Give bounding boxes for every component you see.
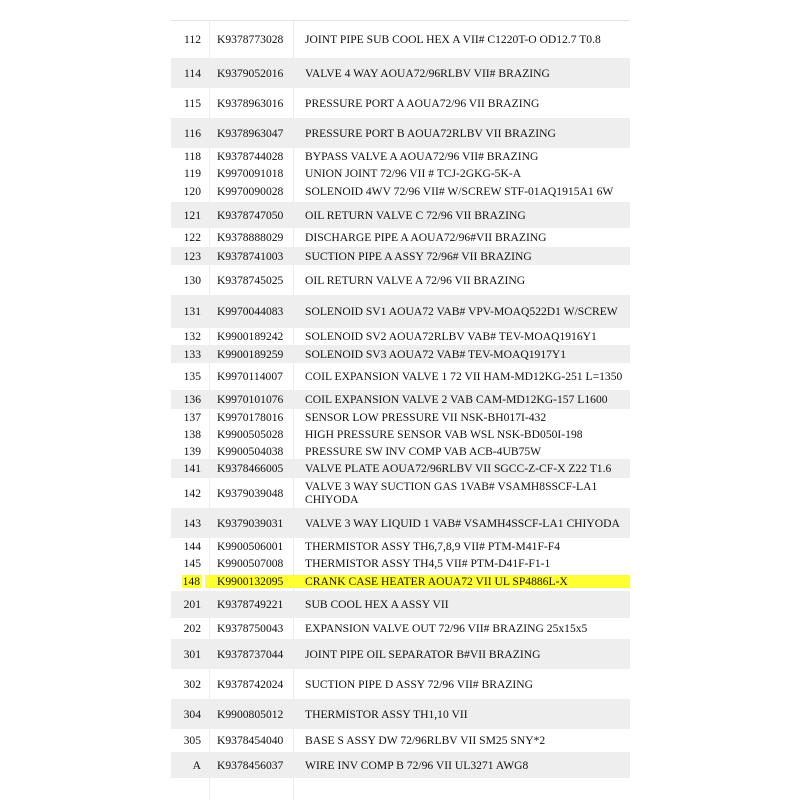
part-number-cell — [171, 708, 205, 721]
part-number: 139 — [183, 444, 201, 458]
table-row — [171, 181, 630, 202]
part-number: 144 — [183, 540, 201, 553]
part-number-cell — [171, 97, 205, 110]
part-code: K9378749221 — [217, 598, 284, 611]
part-code: K9970101076 — [217, 393, 284, 406]
part-code: K9970091018 — [217, 166, 284, 180]
part-code: K9900506001 — [217, 540, 284, 553]
part-number-cell — [171, 305, 205, 318]
part-number-cell — [171, 411, 205, 424]
table-row — [171, 555, 630, 572]
part-description: SOLENOID SV2 AOUA72RLBV VAB# TEV-MOAQ1916Y1 — [305, 330, 597, 343]
part-description: BASE S ASSY DW 72/96RLBV VII SM25 SNY*2 — [305, 734, 546, 747]
part-description: SOLENOID 4WV 72/96 VII# W/SCREW STF-01AQ1915A1 6W — [305, 185, 614, 198]
table-row — [171, 328, 630, 345]
part-number: 132 — [183, 330, 201, 343]
part-description: THERMISTOR ASSY TH1,10 VII — [305, 707, 468, 721]
part-description: VALVE 3 WAY SUCTION GAS 1VAB# VSAMH8SSCF-LA1 CHIYODA — [305, 480, 598, 506]
part-number: 131 — [183, 305, 201, 318]
part-number-cell — [171, 370, 205, 383]
part-description: PRESSURE PORT B AOUA72RLBV VII BRAZING — [305, 126, 556, 140]
part-number-cell — [171, 33, 205, 46]
table-row — [171, 669, 630, 699]
part-description: SUCTION PIPE A ASSY 72/96# VII BRAZING — [305, 249, 532, 263]
part-code: K9900507008 — [217, 557, 284, 570]
part-number-cell — [171, 734, 205, 747]
table-row — [171, 478, 630, 508]
part-description: JOINT PIPE OIL SEPARATOR B#VII BRAZING — [305, 647, 541, 661]
table-row — [171, 21, 630, 58]
part-description: SUB COOL HEX A ASSY VII — [305, 598, 449, 611]
part-code: K9378742024 — [217, 677, 284, 691]
part-code: K9378747050 — [217, 208, 284, 222]
table-row — [171, 699, 630, 729]
table-row — [171, 426, 630, 443]
part-code: K9378466005 — [217, 462, 284, 475]
parts-list-table — [171, 0, 630, 800]
part-number-cell — [171, 127, 205, 140]
table-row — [171, 390, 630, 409]
table-row-highlighted — [171, 572, 630, 591]
table-row — [171, 118, 630, 148]
part-code: K9378773028 — [217, 33, 284, 46]
part-description: COIL EXPANSION VALVE 1 72 VII HAM-MD12KG-251 L=1350 — [305, 370, 623, 383]
table-row — [171, 618, 630, 639]
part-number-cell — [171, 445, 205, 458]
table-row — [171, 88, 630, 118]
table-row — [171, 443, 630, 459]
table-row — [171, 459, 630, 478]
part-number: 118 — [184, 150, 201, 163]
part-number-cell — [171, 231, 205, 244]
part-code: K9900504038 — [217, 444, 284, 458]
table-row — [171, 345, 630, 363]
part-number: 305 — [183, 734, 201, 747]
part-description: SENSOR LOW PRESSURE VII NSK-BH017I-432 — [305, 411, 547, 424]
part-code: K9378750043 — [217, 622, 284, 635]
part-code: K9900189259 — [217, 347, 284, 361]
part-description: CRANK CASE HEATER AOUA72 VII UL SP4886L-X — [293, 575, 630, 588]
part-number: 304 — [183, 707, 201, 721]
part-number: 202 — [183, 622, 201, 635]
part-number: 141 — [183, 462, 201, 475]
part-number: 133 — [183, 347, 201, 361]
part-code: K9378888029 — [217, 231, 284, 244]
part-code: K9900505028 — [217, 428, 284, 441]
part-code: K9378741003 — [217, 249, 284, 263]
part-description: VALVE PLATE AOUA72/96RLBV VII SGCC-Z-CF-X Z22 T1.6 — [305, 462, 612, 475]
part-description: THERMISTOR ASSY TH6,7,8,9 VII# PTM-M41F-F4 — [305, 540, 560, 553]
part-number: 148 — [182, 575, 200, 588]
part-number: A — [192, 758, 201, 772]
part-number-cell — [171, 185, 205, 198]
part-number: 136 — [183, 393, 201, 406]
table-row — [171, 165, 630, 181]
part-description: EXPANSION VALVE OUT 72/96 VII# BRAZING 25x15x5 — [305, 622, 588, 635]
part-code: K9378963016 — [217, 96, 284, 110]
part-number: 121 — [183, 208, 201, 222]
part-code: K9900132095 — [205, 575, 293, 588]
table-row — [171, 591, 630, 618]
part-number: 302 — [183, 677, 201, 691]
part-description: HIGH PRESSURE SENSOR VAB WSL NSK-BD050I-198 — [305, 428, 583, 441]
part-number-cell — [171, 274, 205, 287]
table-row — [171, 508, 630, 538]
part-number-cell — [171, 330, 205, 343]
part-number: 142 — [183, 486, 201, 500]
part-code: K9379039031 — [217, 516, 284, 530]
table-row — [171, 752, 630, 778]
table-row — [171, 58, 630, 88]
part-description: THERMISTOR ASSY TH4,5 VII# PTM-D41F-F1-1 — [305, 557, 551, 570]
table-row — [171, 247, 630, 265]
part-number-cell — [171, 557, 205, 570]
part-description: PRESSURE PORT A AOUA72/96 VII BRAZING — [305, 96, 540, 110]
part-description: VALVE 4 WAY AOUA72/96RLBV VII# BRAZING — [305, 66, 550, 80]
part-number: 301 — [183, 647, 201, 661]
part-number: 143 — [183, 516, 201, 530]
part-number: 135 — [183, 370, 201, 383]
part-description: OIL RETURN VALVE A 72/96 VII BRAZING — [305, 273, 526, 287]
table-row — [171, 148, 630, 165]
part-code: K9378737044 — [217, 647, 284, 661]
part-number: 115 — [184, 96, 201, 110]
part-number: 145 — [183, 557, 201, 570]
part-number: 119 — [184, 166, 201, 180]
part-number-cell — [171, 622, 205, 635]
table-row — [171, 295, 630, 328]
table-row — [171, 729, 630, 752]
part-description: PRESSURE SW INV COMP VAB ACB-4UB75W — [305, 444, 542, 458]
table-row — [171, 228, 630, 247]
part-number: 122 — [183, 231, 201, 244]
part-number-cell — [171, 462, 205, 475]
part-number-cell — [171, 598, 205, 611]
table-row — [171, 409, 630, 426]
part-code: K9970044083 — [217, 305, 284, 318]
part-number-cell — [171, 393, 205, 406]
part-code: K9970114007 — [217, 370, 283, 383]
part-code: K9900805012 — [217, 707, 284, 721]
part-description: WIRE INV COMP B 72/96 VII UL3271 AWG8 — [305, 758, 529, 772]
table-row — [171, 202, 630, 228]
part-number-cell — [171, 540, 205, 553]
part-number: 130 — [183, 273, 201, 287]
part-description: SUCTION PIPE D ASSY 72/96 VII# BRAZING — [305, 677, 534, 691]
part-number-cell — [171, 575, 205, 588]
part-number: 112 — [184, 33, 201, 46]
part-number: 120 — [183, 185, 201, 198]
part-code: K9378456037 — [217, 758, 284, 772]
part-number-cell — [171, 648, 205, 661]
part-description: JOINT PIPE SUB COOL HEX A VII# C1220T-O OD12.7 T0.8 — [305, 33, 601, 46]
table-row — [171, 363, 630, 390]
part-number-cell — [171, 759, 205, 772]
part-code: K9970178016 — [217, 411, 284, 424]
part-number: 123 — [183, 249, 201, 263]
part-description: OIL RETURN VALVE C 72/96 VII BRAZING — [305, 208, 526, 222]
part-number-cell — [171, 167, 205, 180]
part-description: SOLENOID SV3 AOUA72 VAB# TEV-MOAQ1917Y1 — [305, 347, 567, 361]
part-description: UNION JOINT 72/96 VII # TCJ-2GKG-5K-A — [305, 166, 522, 180]
table-row — [171, 639, 630, 669]
part-code: K9379039048 — [217, 486, 284, 500]
part-code: K9970090028 — [217, 185, 284, 198]
part-number-cell — [171, 250, 205, 263]
part-number-cell — [171, 487, 205, 500]
part-code: K9378744028 — [217, 150, 284, 163]
part-code: K9378745025 — [217, 273, 284, 287]
part-description: BYPASS VALVE A AOUA72/96 VII# BRAZING — [305, 150, 539, 163]
part-description: COIL EXPANSION VALVE 2 VAB CAM-MD12KG-157 L1600 — [305, 393, 608, 406]
part-number-cell — [171, 150, 205, 163]
part-number-cell — [171, 348, 205, 361]
part-code: K9379052016 — [217, 66, 284, 80]
part-number: 114 — [184, 66, 201, 80]
part-code: K9378963047 — [217, 126, 284, 140]
part-number-cell — [171, 67, 205, 80]
part-number: 201 — [183, 598, 201, 611]
part-number: 137 — [183, 411, 201, 424]
part-number: 138 — [183, 428, 201, 441]
part-code: K9900189242 — [217, 330, 284, 343]
part-description: VALVE 3 WAY LIQUID 1 VAB# VSAMH4SSCF-LA1 CHIYODA — [305, 516, 620, 530]
part-number: 116 — [184, 126, 201, 140]
part-description: SOLENOID SV1 AOUA72 VAB# VPV-MOAQ522D1 W/SCREW — [305, 305, 618, 318]
part-number-cell — [171, 517, 205, 530]
part-description: DISCHARGE PIPE A AOUA72/96#VII BRAZING — [305, 231, 547, 244]
table-row — [171, 538, 630, 555]
part-number-cell — [171, 678, 205, 691]
part-number-cell — [171, 209, 205, 222]
part-number-cell — [171, 428, 205, 441]
part-code: K9378454040 — [217, 734, 284, 747]
table-row — [171, 265, 630, 295]
